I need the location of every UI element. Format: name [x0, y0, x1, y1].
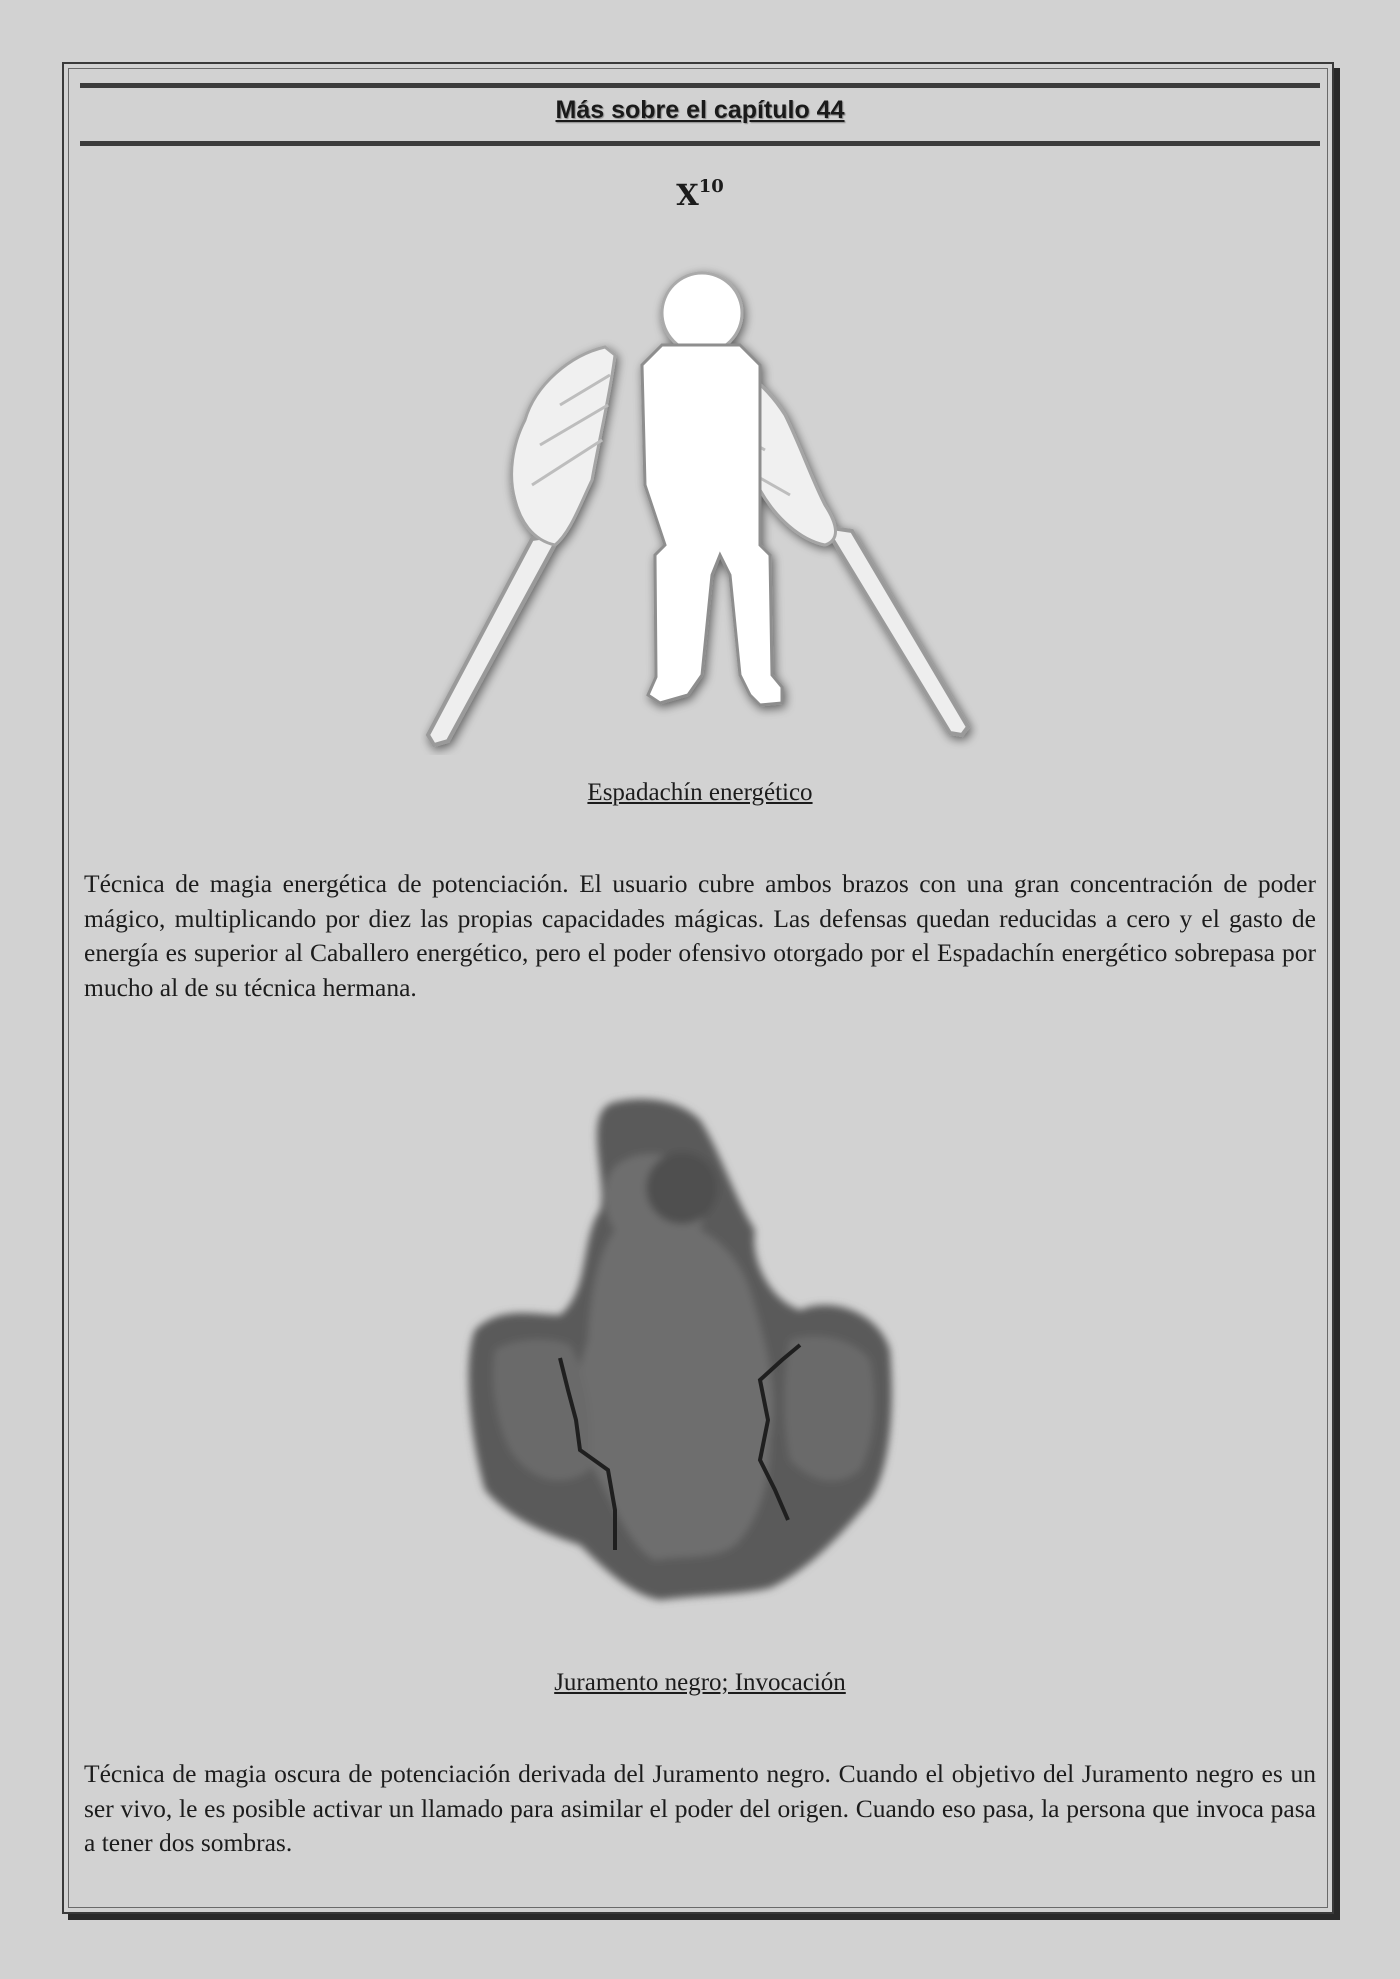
header-rule-top	[80, 83, 1320, 88]
energetic-swordsman-figure-icon	[420, 255, 980, 755]
description-espadachin: Técnica de magia energética de potenciación. El usuario cubre ambos brazos con una gran concentración de poder mágico, multiplicando por diez las propias capacidades mágicas. Las defensas quedan reducidas a cero y el gasto de energía es superior al Caballero energético, pero el poder ofensivo otorgado por el Espadachín energético sobrepasa por mucho al de su técnica hermana.	[84, 869, 1316, 1002]
shadow-summoning-figure-icon	[450, 1090, 950, 1620]
technique-level	[0, 178, 1400, 212]
caption-espadachin: Espadachín energético	[587, 779, 813, 806]
level-exponent: 10	[698, 176, 724, 198]
page-title: Más sobre el capítulo 44	[555, 96, 845, 124]
caption-juramento: Juramento negro; Invocación	[554, 1669, 846, 1696]
level-base: X	[676, 178, 699, 212]
description-juramento: Técnica de magia oscura de potenciación derivada del Juramento negro. Cuando el objetivo del Juramento negro es un ser vivo, le es posible activar un llamado para asimilar el poder del origen. Cuando eso pasa, la persona que invoca pasa a tener dos sombras.	[84, 1759, 1316, 1857]
header-rule-bottom	[80, 141, 1320, 146]
